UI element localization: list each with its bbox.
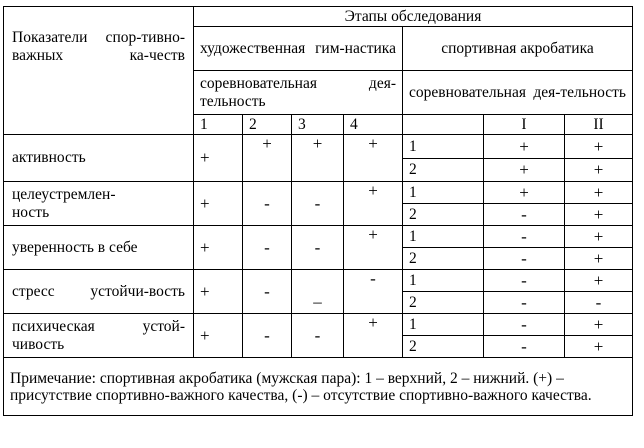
partner-mark-II: + [565, 159, 633, 182]
partner-mark-II: + [565, 248, 633, 270]
mark-cell: + [194, 270, 243, 314]
indicator-name [4, 270, 194, 314]
table-row [4, 270, 633, 292]
mark-cell: + [344, 135, 403, 182]
partner-mark-II: + [565, 204, 633, 226]
table-row [4, 226, 633, 248]
partner-number: 2 [403, 292, 484, 314]
partner-number: 2 [403, 336, 484, 358]
indicator-name-text: целеустремлен-ность [12, 185, 116, 221]
partner-mark-II: + [565, 135, 633, 159]
indicator-name-text: психическая устой-чивость [12, 317, 185, 353]
competitive-activity-left [194, 71, 403, 115]
partner-number: 2 [403, 204, 484, 226]
partner-mark-II: + [565, 182, 633, 204]
indicator-name: уверенность в себе [4, 226, 194, 270]
document-page [3, 6, 633, 416]
indicator-name: активность [4, 135, 194, 182]
partner-number: 1 [403, 182, 484, 204]
col-partner-blank [403, 115, 484, 135]
indicator-name-text: стресс устойчи-вость [12, 282, 185, 300]
art-gymnastics-header [194, 27, 403, 71]
mark-cell: + [194, 135, 243, 182]
table-row [4, 314, 633, 336]
mark-cell: + [194, 182, 243, 226]
mark-cell: + [344, 226, 403, 270]
sport-acrobatics-header: спортивная акробатика [403, 27, 633, 71]
col-number-3: 3 [292, 115, 344, 135]
indicator-name [4, 314, 194, 358]
results-table [3, 6, 633, 416]
mark-cell: – [292, 270, 344, 314]
partner-mark-I: - [484, 314, 565, 336]
mark-cell: - [243, 314, 292, 358]
partner-mark-II: + [565, 226, 633, 248]
competitive-activity-right [403, 71, 633, 115]
col-roman-1: I [484, 115, 565, 135]
col-roman-2: II [565, 115, 633, 135]
mark-cell: + [194, 314, 243, 358]
partner-mark-I: + [484, 182, 565, 204]
partner-mark-I: - [484, 248, 565, 270]
indicators-header-text: Показатели спор-тивно-важных ка-честв [12, 29, 185, 64]
mark-cell: - [243, 226, 292, 270]
partner-mark-II: + [565, 314, 633, 336]
competitive-activity-right-text: соревновательная дея-тельность [409, 83, 626, 101]
partner-number: 1 [403, 270, 484, 292]
partner-mark-II: + [565, 336, 633, 358]
competitive-activity-left-text: соревновательная дея-тельность [200, 74, 396, 110]
stages-header: Этапы обследования [194, 7, 633, 27]
indicator-name [4, 182, 194, 226]
partner-mark-I: - [484, 204, 565, 226]
table-row [4, 135, 633, 159]
col-number-2: 2 [243, 115, 292, 135]
partner-mark-I: + [484, 159, 565, 182]
table-note: Примечание: спортивная акробатика (мужская пара): 1 – верхний, 2 – нижний. (+) – присутствие спортивно-важного качества, (-) – отсутствие спортивно-важного качества. [4, 358, 633, 416]
mark-cell: + [243, 135, 292, 182]
partner-mark-I: - [484, 292, 565, 314]
mark-cell: - [292, 314, 344, 358]
indicators-header [4, 7, 194, 135]
col-number-1: 1 [194, 115, 243, 135]
partner-number: 2 [403, 248, 484, 270]
mark-cell: + [344, 182, 403, 226]
partner-number: 1 [403, 135, 484, 159]
partner-number: 2 [403, 159, 484, 182]
partner-number: 1 [403, 226, 484, 248]
art-gymnastics-header-text: художественная гим-настика [200, 39, 396, 57]
mark-cell: + [344, 314, 403, 358]
partner-mark-II: - [565, 292, 633, 314]
partner-mark-II: + [565, 270, 633, 292]
table-row [4, 182, 633, 204]
mark-cell: - [344, 270, 403, 314]
partner-mark-I: - [484, 270, 565, 292]
col-number-4: 4 [344, 115, 403, 135]
partner-number: 1 [403, 314, 484, 336]
mark-cell: - [292, 182, 344, 226]
mark-cell: - [243, 270, 292, 314]
mark-cell: + [292, 135, 344, 182]
partner-mark-I: + [484, 135, 565, 159]
partner-mark-I: - [484, 336, 565, 358]
mark-cell: - [243, 182, 292, 226]
partner-mark-I: - [484, 226, 565, 248]
mark-cell: + [194, 226, 243, 270]
mark-cell: - [292, 226, 344, 270]
